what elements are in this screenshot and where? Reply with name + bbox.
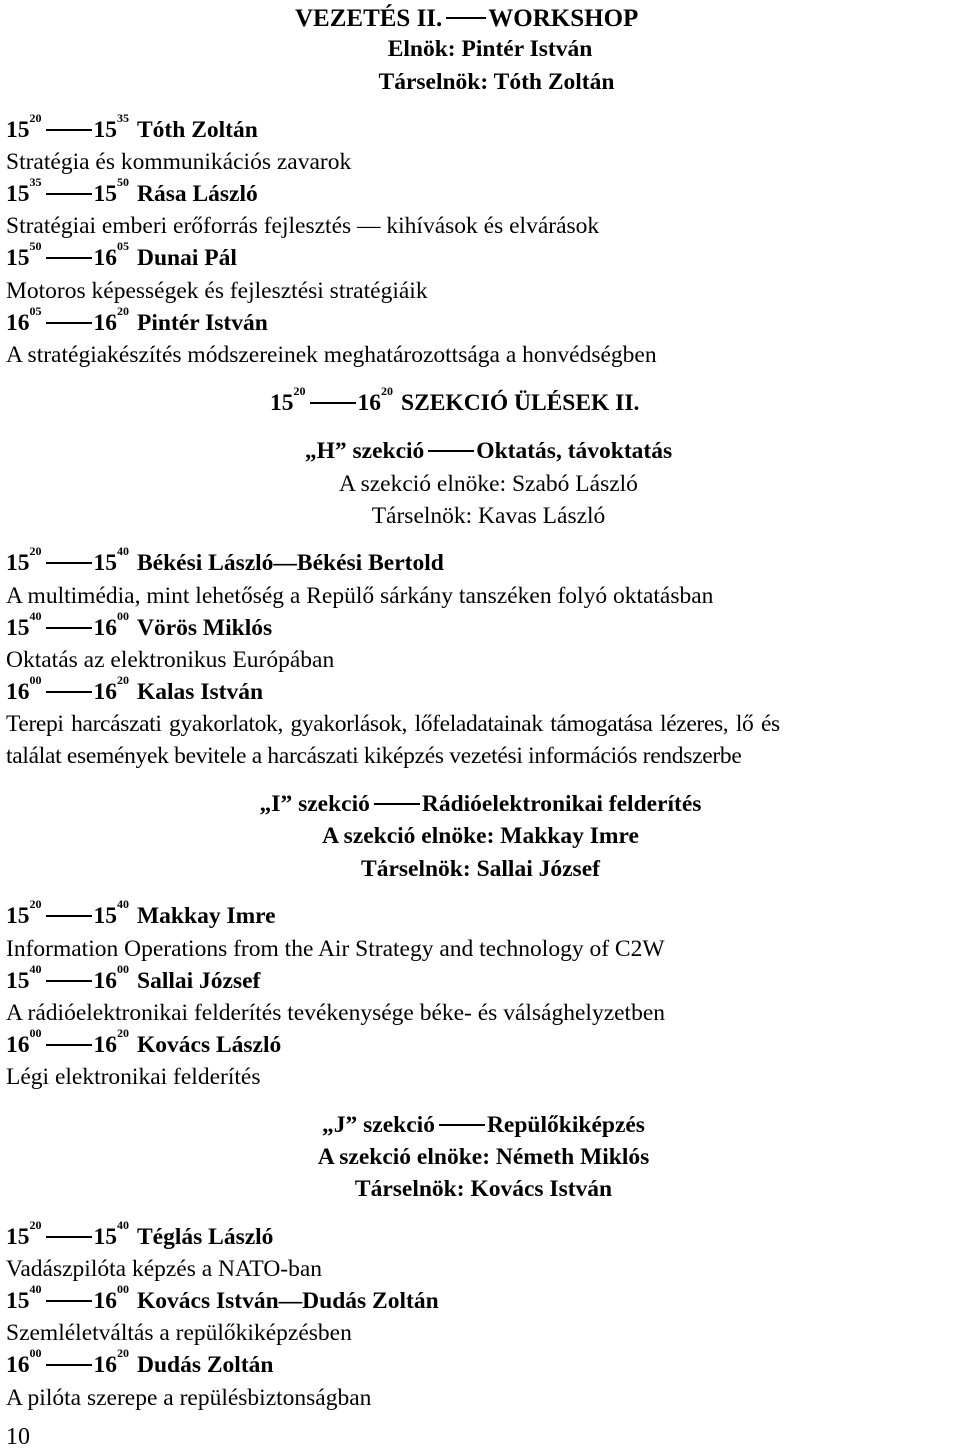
- talk-time-speaker: $15^{50}$ $16^{05}$ Dunai Pál: [6, 239, 237, 271]
- section-heading: [0, 436, 960, 466]
- talk-time-speaker: $15^{20}$ $15^{40}$ Békési László—Békési Bertold: [6, 544, 444, 576]
- talk-title: A rádióelektronikai felderítés tevékenysége béke- és válsághelyzetben: [6, 1000, 666, 1026]
- speaker-name: Kalas István: [137, 679, 264, 705]
- section-chair: A szekció elnöke: Németh Miklós: [317, 1144, 650, 1170]
- talk-title: Motoros képességek és fejlesztési stratégiáik: [6, 278, 428, 304]
- speaker-name: Békési László—Békési Bertold: [137, 550, 444, 576]
- workshop-title: VEZETÉS II.: [295, 5, 443, 32]
- speaker-name: Vörös Miklós: [137, 615, 273, 641]
- section-name: „I” szekció: [259, 791, 370, 817]
- workshop-cochair: Társelnök: Tóth Zoltán: [378, 69, 615, 95]
- talk-time-speaker: $15^{20}$ $15^{40}$ Makkay Imre: [6, 897, 276, 929]
- section-chair: A szekció elnöke: Szabó László: [339, 471, 638, 497]
- speaker-name: Rása László: [137, 181, 258, 207]
- talk-title: Légi elektronikai felderítés: [6, 1064, 261, 1090]
- section-heading: [0, 789, 960, 819]
- talk-title: A multimédia, mint lehetőség a Repülő sárkány tanszéken folyó oktatásban: [6, 583, 714, 609]
- talk-title: A pilóta szerepe a repülésbiztonságban: [6, 1385, 372, 1411]
- section-topic: Rádióelektronikai felderítés: [421, 791, 702, 817]
- talk-time-speaker: $16^{00}$ $16^{20}$ Kovács László: [6, 1026, 282, 1058]
- talk-time-speaker: $16^{00}$ $16^{20}$ Kalas István: [6, 673, 264, 705]
- speaker-name: Dudás Zoltán: [137, 1352, 274, 1378]
- speaker-name: Dunai Pál: [137, 245, 237, 271]
- workshop-subtitle: WORKSHOP: [488, 5, 639, 32]
- talk-title: Szemléletváltás a repülőkiképzésben: [6, 1320, 352, 1346]
- speaker-name: Kovács László: [137, 1032, 282, 1058]
- sessions-label: SZEKCIÓ ÜLÉSEK II.: [401, 390, 640, 416]
- section-topic: Repülőkiképzés: [486, 1112, 645, 1138]
- talk-title-continued: találat események bevitele a harcászati kiképzés vezetési információs rendszerbe: [6, 743, 742, 769]
- talk-time-speaker: $15^{40}$ $16^{00}$ Vörös Miklós: [6, 609, 273, 641]
- section-cochair: Társelnök: Kavas László: [371, 503, 606, 529]
- talk-time-speaker: $15^{40}$ $16^{00}$ Sallai József: [6, 962, 261, 994]
- section-topic: Oktatás, távoktatás: [476, 438, 673, 464]
- talk-title: Stratégiai emberi erőforrás fejlesztés — kihívások és elvárások: [6, 213, 600, 239]
- talk-time-speaker: $15^{40}$ $16^{00}$ Kovács István—Dudás Zoltán: [6, 1282, 439, 1314]
- page-number: 10: [6, 1424, 30, 1450]
- section-name: „J” szekció: [322, 1112, 435, 1138]
- talk-title: Oktatás az elektronikus Európában: [6, 647, 335, 673]
- speaker-name: Kovács István—Dudás Zoltán: [137, 1288, 439, 1314]
- talk-time-speaker: $15^{20}$ $15^{40}$ Téglás László: [6, 1218, 274, 1250]
- section-heading: [0, 1110, 960, 1140]
- talk-title: Information Operations from the Air Strategy and technology of C2W: [6, 936, 665, 962]
- speaker-name: Téglás László: [137, 1224, 274, 1250]
- talk-title: Terepi harcászati gyakorlatok, gyakorlások, lőfeladatainak támogatása lézeres, lő és: [6, 711, 780, 737]
- section-chair: A szekció elnöke: Makkay Imre: [322, 823, 639, 849]
- section-cochair: Társelnök: Sallai József: [361, 856, 600, 882]
- talk-time-speaker: $15^{20}$ $15^{35}$ Tóth Zoltán: [6, 111, 258, 143]
- speaker-name: Tóth Zoltán: [137, 117, 258, 143]
- talk-time-speaker: $16^{00}$ $16^{20}$ Dudás Zoltán: [6, 1346, 274, 1378]
- talk-title: Vadászpilóta képzés a NATO-ban: [6, 1256, 323, 1282]
- section-cochair: Társelnök: Kovács István: [354, 1176, 613, 1202]
- section-name: „H” szekció: [304, 438, 425, 464]
- talk-title: Stratégia és kommunikációs zavarok: [6, 149, 352, 175]
- speaker-name: Makkay Imre: [137, 903, 276, 929]
- talk-title: A stratégiakészítés módszereinek meghatározottsága a honvédségben: [6, 342, 657, 368]
- workshop-title-line: [295, 4, 638, 34]
- workshop-chair: Elnök: Pintér István: [387, 36, 593, 62]
- talk-time-speaker: $15^{35}$ $15^{50}$ Rása László: [6, 175, 258, 207]
- speaker-name: Sallai József: [137, 968, 261, 994]
- talk-time-speaker: $16^{05}$ $16^{20}$ Pintér István: [6, 304, 268, 336]
- speaker-name: Pintér István: [137, 310, 268, 336]
- sessions-header: $15^{20}$ $16^{20}$ SZEKCIÓ ÜLÉSEK II.: [270, 384, 640, 416]
